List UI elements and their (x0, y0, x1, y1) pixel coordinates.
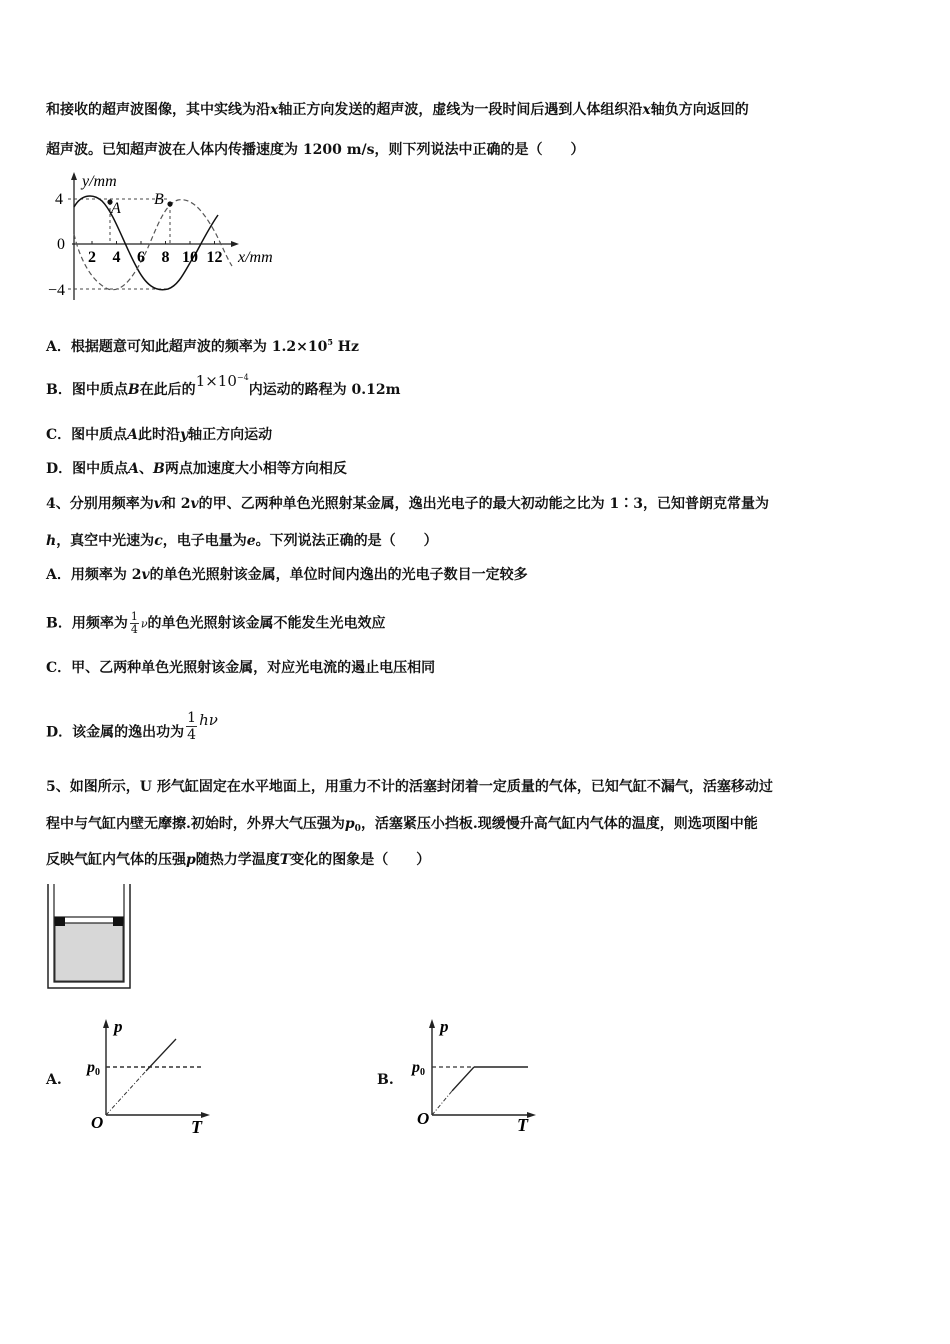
stem-text: ，活塞紧压小挡板.现缓慢升高气缸内气体的温度，则选项图中能 (360, 816, 758, 832)
q5-stem-line-1: 5、如图所示，U 形气缸固定在水平地面上，用重力不计的活塞封闭着一定质量的气体，已知气缸不漏气，活塞移动过 (46, 779, 773, 795)
stopper-left (55, 917, 65, 926)
var: v (190, 496, 199, 512)
opt-text: 内运动的路程为 0.12m (248, 382, 401, 398)
p0-label: p0 (412, 1059, 425, 1078)
intro-line-2: 超声波。已知超声波在人体内传播速度为 1200 m/s，则下列说法中正确的是（ ） (46, 142, 585, 158)
x-tick-label: 4 (112, 249, 121, 266)
q4-option-b (46, 611, 386, 636)
opt-text: 此时沿 (138, 427, 181, 443)
opt-text: 、 (139, 461, 154, 477)
stem-text: 变化的图象是（ ） (290, 852, 431, 868)
opt-text: 在此后的 (139, 382, 196, 398)
p-axis-label: p (440, 1017, 449, 1036)
q5-stem-line-3 (46, 850, 430, 870)
incident-wave (74, 196, 218, 290)
opt-text: C．图中质点 (46, 427, 128, 443)
q4-option-a (46, 565, 528, 585)
var: T (279, 852, 291, 868)
coef: 1×10 (195, 372, 237, 390)
var: A (128, 461, 140, 477)
denominator: 4 (130, 623, 138, 636)
wave-figure (46, 168, 296, 303)
opt-text: D．该金属的逸出功为 (46, 724, 185, 741)
reflected-wave (74, 200, 232, 290)
cylinder-figure (46, 882, 132, 990)
opt-text: 的单色光照射该金属不能发生光电效应 (147, 615, 386, 632)
fraction (130, 611, 139, 636)
p-axis-arrow (103, 1019, 109, 1028)
t-axis-arrow (527, 1112, 536, 1118)
var: p (186, 852, 196, 868)
opt-text: B．用频率为 (46, 615, 128, 632)
var-x: x (642, 102, 651, 118)
numerator: 1 (187, 710, 197, 726)
var: y (180, 427, 189, 443)
opt-text: A．用频率为 2 (46, 567, 142, 583)
x-tick-label: 8 (161, 249, 170, 266)
t-axis-label: T (517, 1115, 528, 1135)
y-axis-label: y/mm (82, 173, 117, 190)
numerator: 1 (130, 610, 138, 623)
stem-text: 随热力学温度 (195, 852, 280, 868)
pt-line (452, 1067, 474, 1091)
q5-option-b-label: B. (377, 1072, 394, 1088)
var: v (141, 567, 150, 583)
var-x: x (270, 102, 279, 118)
point-b-dot (167, 201, 172, 206)
stem-text: 程中与气缸内壁无摩擦.初始时，外界大气压强为 (46, 816, 345, 832)
y-tick-label: 0 (57, 236, 65, 253)
exponent: −4 (236, 373, 249, 382)
q3-option-a (46, 332, 359, 357)
q4-stem-line-1 (46, 494, 769, 514)
var: v (153, 496, 162, 512)
opt-text: 的单色光照射该金属，单位时间内逸出的光电子数目一定较多 (149, 567, 528, 583)
opt-text: 轴正方向运动 (188, 427, 273, 443)
var: B (153, 461, 165, 477)
origin-label: O (417, 1109, 430, 1128)
denominator: 4 (187, 727, 197, 743)
q3-option-b (46, 372, 401, 400)
origin-label: O (91, 1113, 104, 1132)
intro-text-b: 轴正方向发送的超声波，虚线为一段时间后遇到人体组织沿 (278, 102, 643, 118)
opt-text: D．图中质点 (46, 461, 129, 477)
stopper-right (113, 917, 123, 926)
point-a-label: A (111, 200, 121, 217)
p0-label: p0 (87, 1059, 100, 1078)
stem-text: 反映气缸内气体的压强 (46, 852, 186, 868)
stem-text: 和 2 (161, 496, 191, 512)
opt-text: B．图中质点 (46, 382, 128, 398)
stem-text: 4、分别用频率为 (46, 496, 154, 512)
y-axis-arrow (71, 172, 77, 180)
fraction (186, 710, 197, 743)
x-axis-label: x/mm (238, 249, 273, 266)
extrapolation-line (432, 1091, 452, 1115)
q5-graph-b (410, 1015, 550, 1140)
x-tick-label: 2 (88, 249, 96, 266)
pt-line (146, 1039, 176, 1071)
y-tick-label: 4 (55, 191, 63, 208)
x-tick-label: 10 (182, 249, 198, 266)
p-axis-arrow (429, 1019, 435, 1028)
var: h (46, 533, 57, 549)
x-tick-label: 6 (137, 249, 145, 266)
stem-text: ，电子电量为 (162, 533, 247, 549)
q4-stem-line-2 (46, 531, 438, 551)
var: A (127, 427, 139, 443)
var: c (154, 533, 163, 549)
var: B (127, 382, 140, 398)
extrapolation-line (106, 1071, 146, 1115)
q4-option-d (46, 710, 218, 749)
x-axis-arrow (231, 241, 239, 247)
point-b-label: B (154, 191, 164, 208)
q3-option-c (46, 425, 272, 445)
var: p (344, 816, 355, 832)
q5-option-a-label: A. (46, 1072, 62, 1088)
y-tick-label: −4 (48, 282, 66, 299)
subscript: 0 (354, 824, 361, 834)
q3-option-d (46, 459, 347, 479)
intro-text-a: 和接收的超声波图像，其中实线为沿 (46, 102, 270, 118)
q5-stem-line-2 (46, 814, 758, 839)
opt-text: Hz (332, 339, 359, 355)
t-axis-label: T (191, 1117, 202, 1137)
var: e (246, 533, 256, 549)
opt-text: 两点加速度大小相等方向相反 (164, 461, 347, 477)
opt-text: A．根据题意可知此超声波的频率为 1.2×10 (46, 339, 328, 355)
q5-graph-a (84, 1015, 224, 1140)
intro-line-1 (46, 100, 749, 120)
q4-option-c: C．甲、乙两种单色光照射该金属，对应光电流的遏止电压相同 (46, 660, 436, 676)
intro-text-c: 轴负方向返回的 (650, 102, 749, 118)
stem-text: 。下列说法正确的是（ ） (255, 533, 438, 549)
stem-text: 的甲、乙两种单色光照射某金属，逸出光电子的最大初动能之比为 1∶3，已知普朗克常量为 (198, 496, 770, 512)
stem-text: ，真空中光速为 (56, 533, 155, 549)
piston (55, 917, 123, 923)
exponent: 5 (327, 337, 333, 347)
var: hν (199, 710, 218, 729)
x-tick-labels (88, 241, 223, 266)
x-tick-label: 12 (206, 249, 223, 266)
var: ν (140, 617, 148, 631)
p-axis-label: p (114, 1017, 123, 1036)
t-axis-arrow (201, 1112, 210, 1118)
gas-region (55, 923, 123, 981)
